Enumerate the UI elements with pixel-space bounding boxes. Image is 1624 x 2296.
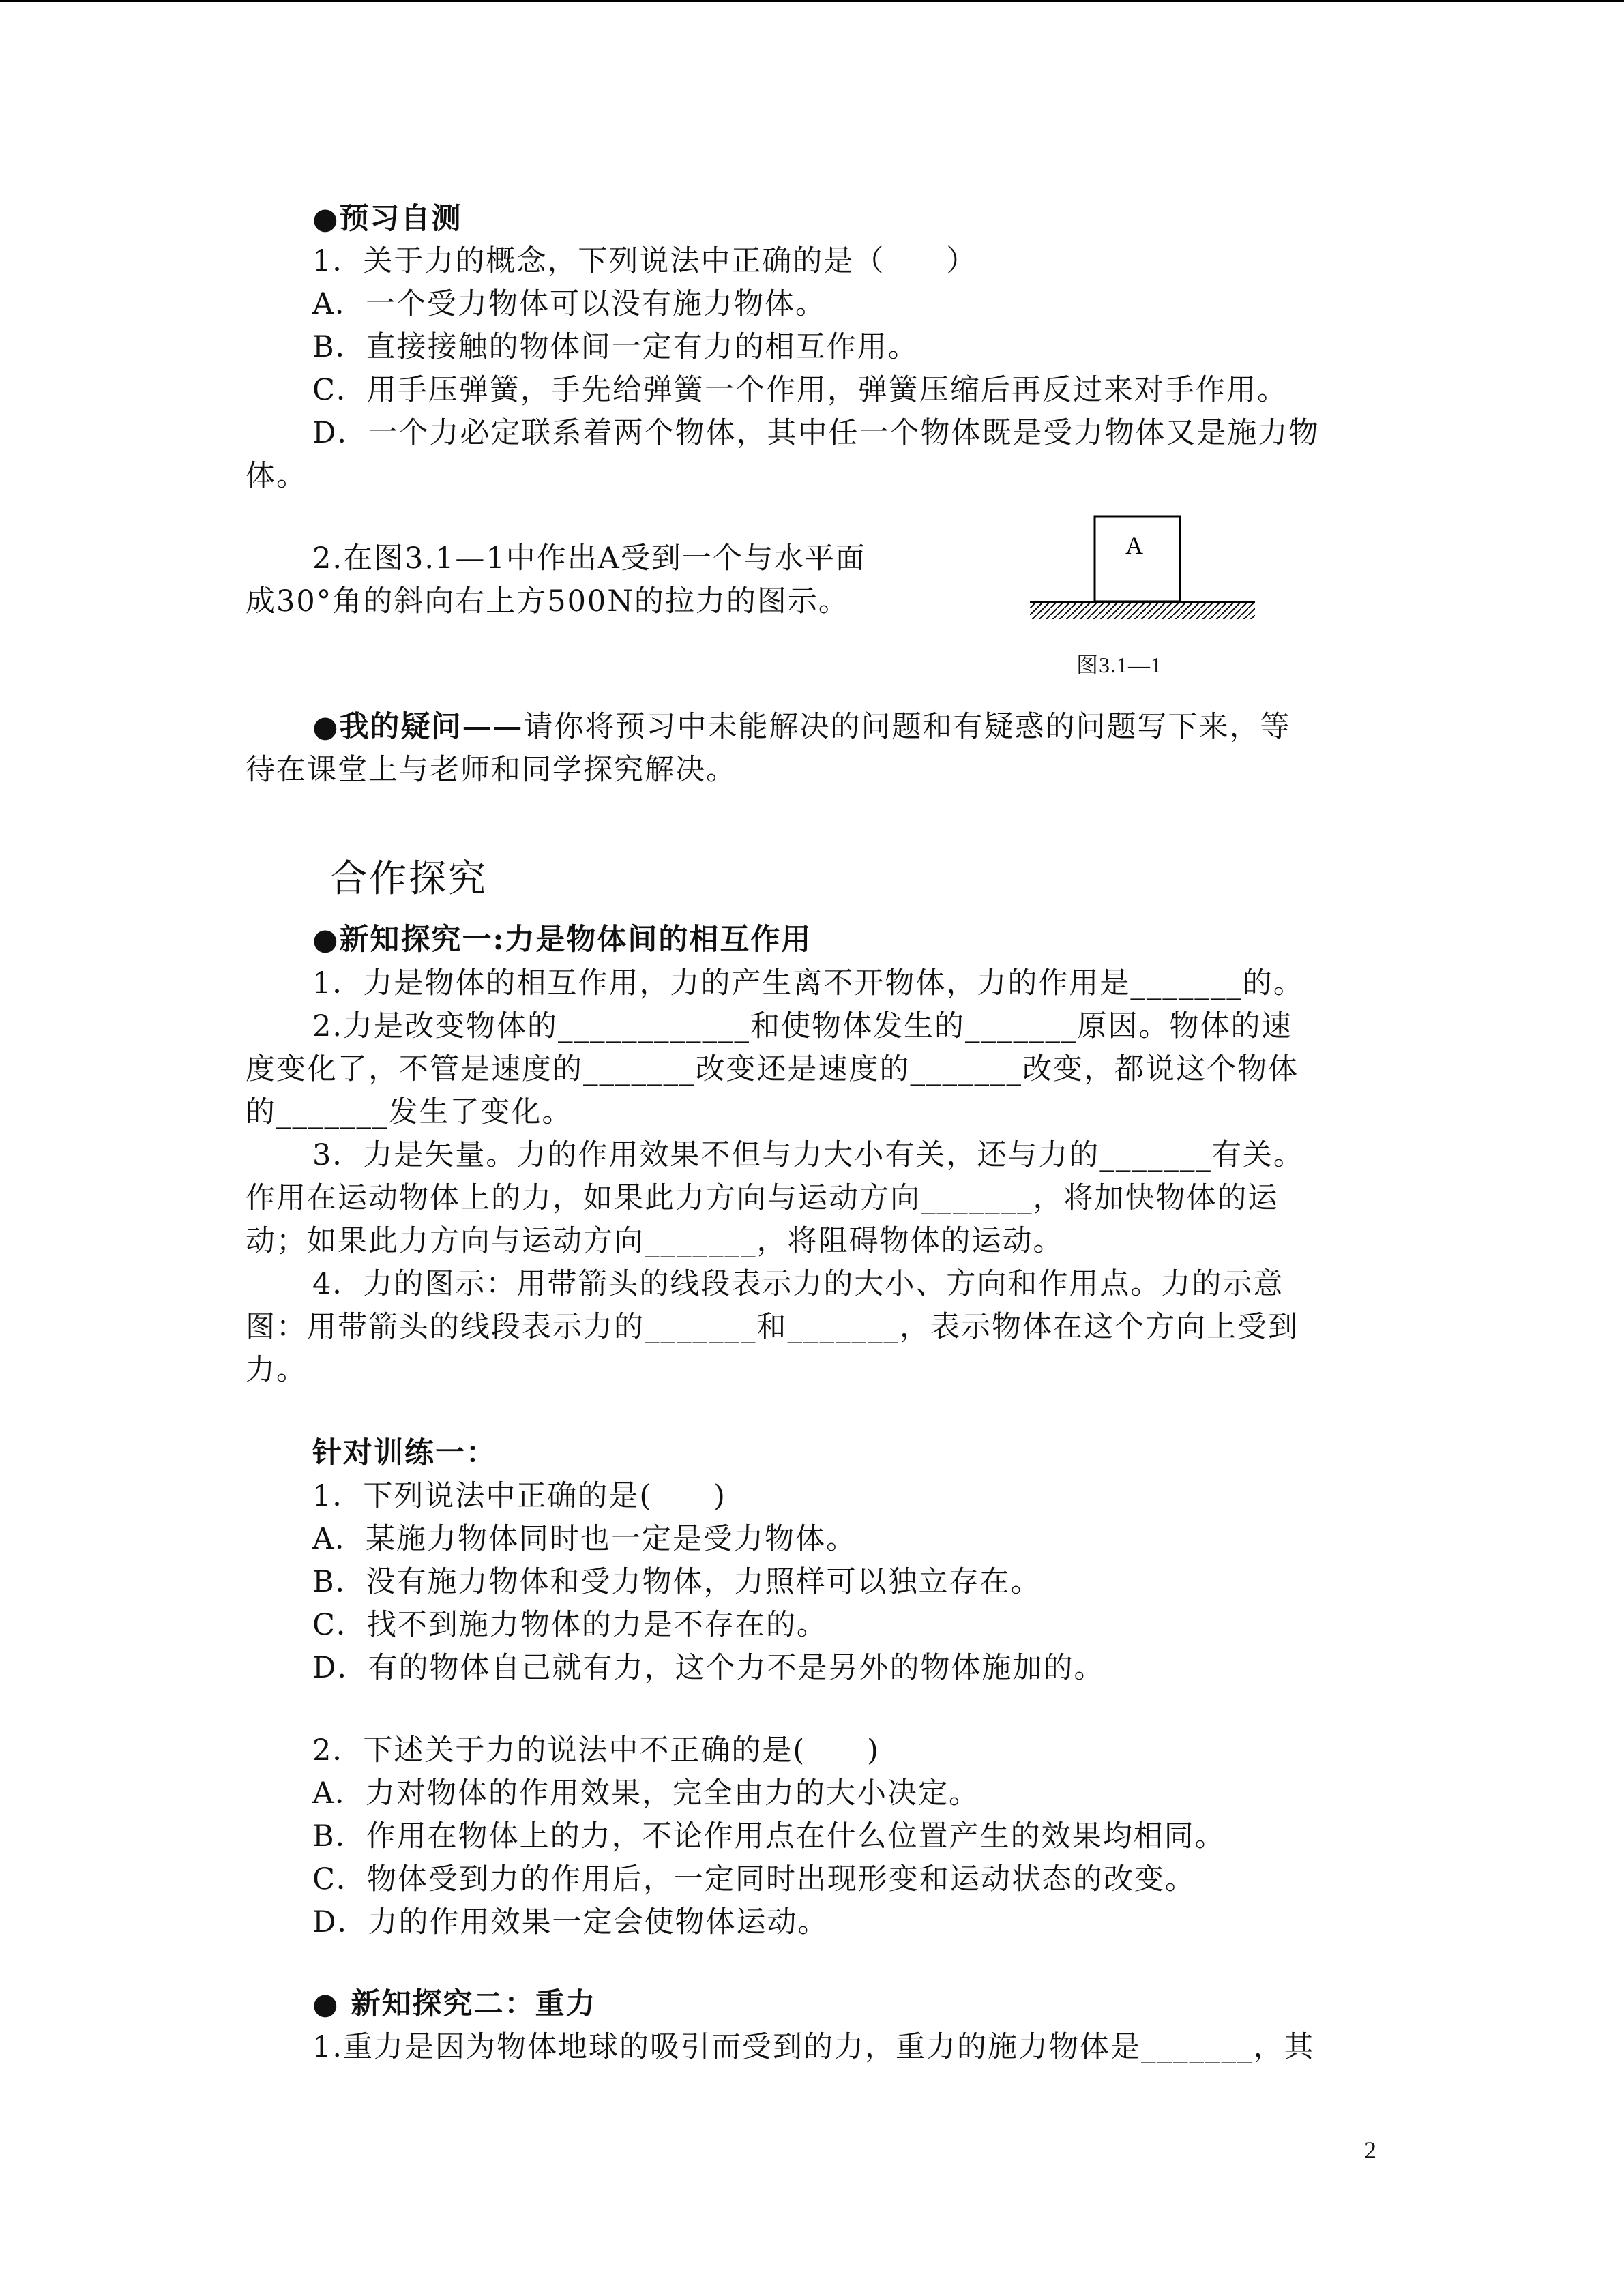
preview-q1-stem: 1．关于力的概念，下列说法中正确的是（ ） bbox=[312, 244, 977, 278]
questions-heading: ●我的疑问—— bbox=[312, 710, 524, 744]
section-title: 合作探究 bbox=[329, 856, 488, 900]
training1-q1-option-c: C．找不到施力物体的力是不存在的。 bbox=[312, 1608, 827, 1642]
preview-q2-line2: 成30°角的斜向右上方500N的拉力的图示。 bbox=[246, 584, 849, 618]
training1-q2-option-a: A．力对物体的作用效果，完全由力的大小决定。 bbox=[312, 1776, 980, 1810]
figure-caption: 图3.1—1 bbox=[1076, 653, 1163, 677]
explore1-line: 的_______发生了变化。 bbox=[246, 1095, 573, 1129]
training1-q2-stem: 2．下述关于力的说法中不正确的是( ) bbox=[312, 1733, 880, 1768]
questions-paragraph bbox=[312, 706, 1291, 748]
explore1-line: 1．力是物体的相互作用，力的产生离不开物体，力的作用是_______的。 bbox=[312, 966, 1304, 1000]
training1-q1-option-d: D．有的物体自己就有力，这个力不是另外的物体施加的。 bbox=[312, 1651, 1105, 1685]
preview-q1-option-b: B．直接接触的物体间一定有力的相互作用。 bbox=[312, 330, 919, 364]
explore1-line: 作用在运动物体上的力，如果此力方向与运动方向_______，将加快物体的运 bbox=[246, 1181, 1279, 1215]
training1-q2-option-d: D．力的作用效果一定会使物体运动。 bbox=[312, 1905, 829, 1939]
explore1-line: 2.力是改变物体的____________和使物体发生的_______原因。物体的速 bbox=[312, 1009, 1293, 1043]
training1-q1-stem: 1．下列说法中正确的是( ) bbox=[312, 1479, 726, 1513]
preview-heading: ●预习自测 bbox=[312, 202, 462, 236]
page-top-border bbox=[0, 0, 1624, 2]
explore1-line: 4．力的图示：用带箭头的线段表示力的大小、方向和作用点。力的示意 bbox=[312, 1267, 1284, 1301]
explore1-line: 度变化了，不管是速度的_______改变还是速度的_______改变，都说这个物体 bbox=[246, 1052, 1299, 1086]
training1-q2-option-c: C．物体受到力的作用后，一定同时出现形变和运动状态的改变。 bbox=[312, 1862, 1196, 1896]
ground-hatching bbox=[1030, 603, 1255, 619]
training1-q1-option-a: A．某施力物体同时也一定是受力物体。 bbox=[312, 1522, 857, 1556]
page-number: 2 bbox=[1364, 2136, 1376, 2164]
block-a-label: A bbox=[1125, 532, 1143, 559]
preview-q1-option-d: D．一个力必定联系着两个物体，其中任一个物体既是受力物体又是施力物 bbox=[312, 416, 1320, 450]
explore1-heading: ●新知探究一:力是物体间的相互作用 bbox=[312, 923, 812, 957]
explore1-line: 动；如果此力方向与运动方向_______，将阻碍物体的运动。 bbox=[246, 1224, 1064, 1258]
preview-q2-line1: 2.在图3.1—1中作出A受到一个与水平面 bbox=[312, 541, 866, 576]
preview-q1-option-d-cont: 体。 bbox=[246, 459, 307, 493]
preview-q1-option-a: A．一个受力物体可以没有施力物体。 bbox=[312, 287, 827, 321]
explore1-line: 图：用带箭头的线段表示力的_______和_______，表示物体在这个方向上受到 bbox=[246, 1310, 1299, 1344]
explore2-line1: 1.重力是因为物体地球的吸引而受到的力，重力的施力物体是_______，其 bbox=[312, 2030, 1315, 2064]
training1-q1-option-b: B．没有施力物体和受力物体，力照样可以独立存在。 bbox=[312, 1565, 1042, 1599]
preview-q1-option-c: C．用手压弹簧，手先给弹簧一个作用，弹簧压缩后再反过来对手作用。 bbox=[312, 373, 1288, 407]
explore2-heading: ● 新知探究二：重力 bbox=[312, 1987, 597, 2021]
questions-text-cont: 待在课堂上与老师和同学探究解决。 bbox=[246, 753, 737, 787]
explore1-line: 力。 bbox=[246, 1353, 307, 1387]
explore1-line: 3．力是矢量。力的作用效果不但与力大小有关，还与力的_______有关。 bbox=[312, 1138, 1304, 1172]
training1-heading: 针对训练一： bbox=[312, 1436, 497, 1470]
training1-q2-option-b: B．作用在物体上的力，不论作用点在什么位置产生的效果均相同。 bbox=[312, 1819, 1226, 1853]
figure-block-on-ground bbox=[1030, 513, 1262, 629]
questions-text: 请你将预习中未能解决的问题和有疑惑的问题写下来，等 bbox=[523, 710, 1291, 744]
